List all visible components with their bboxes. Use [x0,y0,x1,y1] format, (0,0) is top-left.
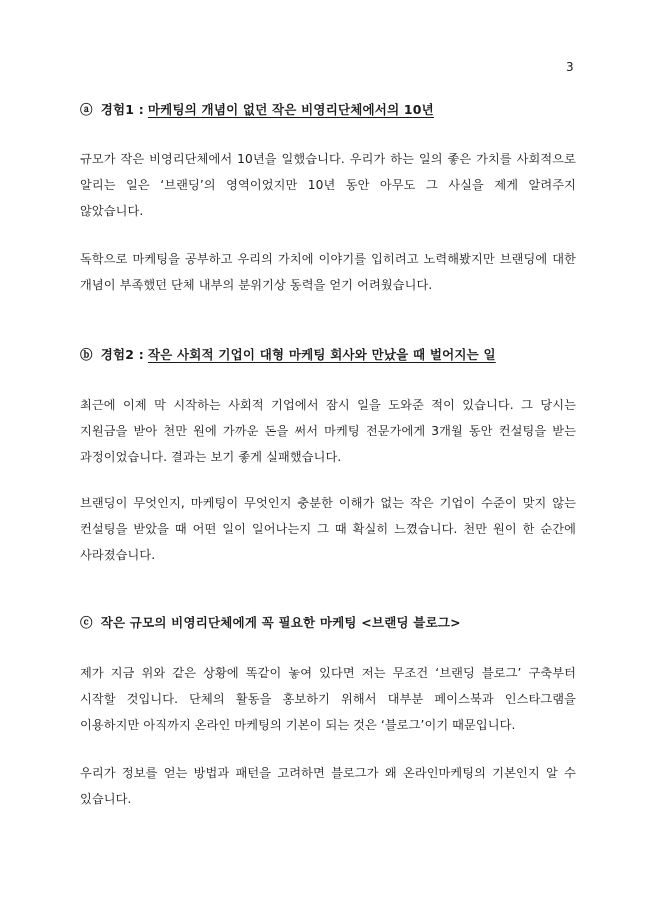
section-heading-b [80,345,496,363]
section-heading-a [80,100,434,118]
section-title-c: 작은 규모의 비영리단체에게 꼭 필요한 마케팅 <브랜딩 블로그> [100,615,461,630]
section-label-a: 경험1 : [100,102,144,117]
section-marker-c: ⓒ [80,615,93,630]
paragraph-a2: 독학으로 마케팅을 공부하고 우리의 가치에 이야기를 입히려고 노력해봤지만 브랜딩에 대한 개념이 부족했던 단체 내부의 분위기상 동력을 얻기 어려웠습니다. [80,252,576,292]
paragraph-c2: 우리가 정보를 얻는 방법과 패턴을 고려하면 블로그가 왜 온라인마케팅의 기본인지 알 수 있습니다. [80,766,576,806]
section-heading-c [80,613,461,631]
paragraph-b2: 브랜딩이 무엇인지, 마케팅이 무엇인지 충분한 이해가 없는 작은 기업이 수준이 맞지 않는 컨설팅을 받았을 때 어떤 일이 일어나는지 그 때 확실히 느꼈습니다. 천만 원이 한 순간에 사라졌습니다. [80,496,576,562]
section-label-b: 경험2 : [100,347,144,362]
section-marker-a: ⓐ [80,102,93,117]
section-title-b: 작은 사회적 기업이 대형 마케팅 회사와 만났을 때 벌어지는 일 [147,347,496,362]
section-marker-b: ⓑ [80,347,93,362]
paragraph-c1: 제가 지금 위와 같은 상황에 똑같이 놓여 있다면 저는 무조건 ‘브랜딩 블로그’ 구축부터 시작할 것입니다. 단체의 활동을 홍보하기 위해서 대부분 페이스북과 인스타그램을 이용하지만 아직까지 온라인 마케팅의 기본이 되는 것은 ‘블로그’이기 때문입니다. [80,666,576,732]
section-title-a: 마케팅의 개념이 없던 작은 비영리단체에서의 10년 [147,102,434,117]
paragraph-b1: 최근에 이제 막 시작하는 사회적 기업에서 잠시 일을 도와준 적이 있습니다. 그 당시는 지원금을 받아 천만 원에 가까운 돈을 써서 마케팅 전문가에게 3개월 동안 컨설팅을 받는 과정이었습니다. 결과는 보기 좋게 실패했습니다. [80,398,576,464]
page-number: 3 [566,60,574,74]
paragraph-a1: 규모가 작은 비영리단체에서 10년을 일했습니다. 우리가 하는 일의 좋은 가치를 사회적으로 알리는 일은 ‘브랜딩’의 영역이었지만 10년 동안 아무도 그 사실을 제게 알려주지 않았습니다. [80,152,576,218]
